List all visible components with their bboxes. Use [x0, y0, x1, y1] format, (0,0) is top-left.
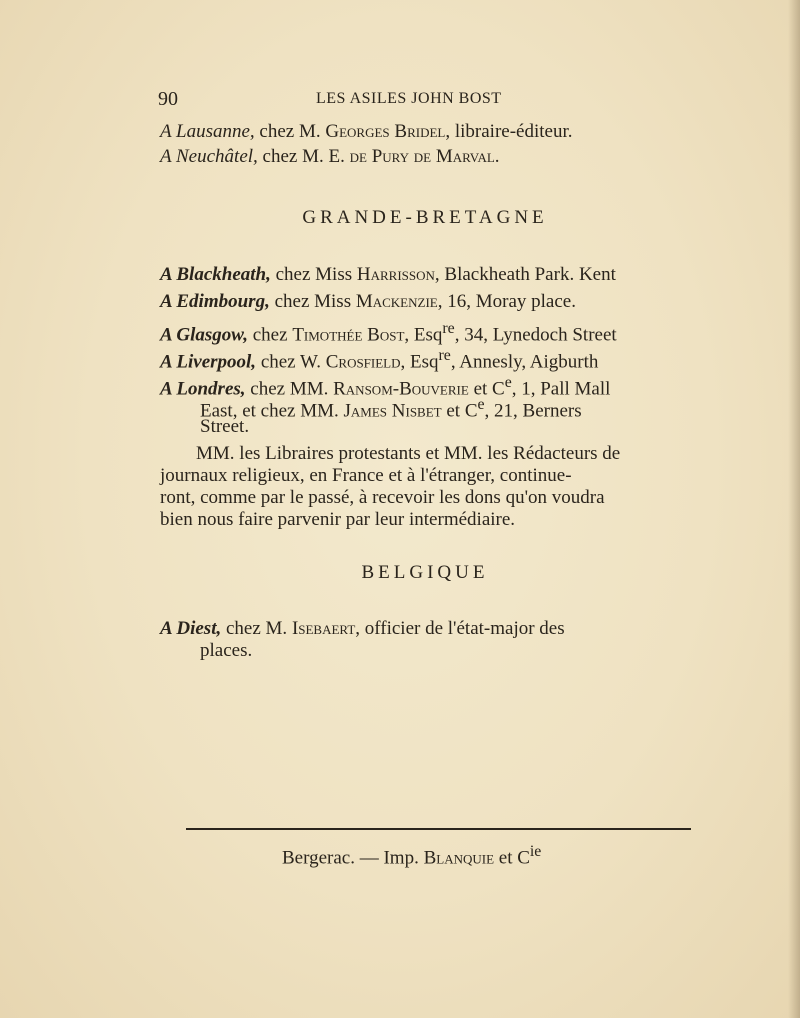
entry-name: Timothée Bost: [292, 324, 405, 346]
entry-place: A Diest,: [160, 618, 222, 639]
entry-place: A Neuchâtel,: [160, 146, 258, 167]
entry-name: Crosfield: [325, 351, 401, 373]
page-header: [158, 88, 698, 112]
entry-place: A Glasgow,: [160, 324, 248, 346]
entry-place: A Edimbourg,: [160, 291, 270, 312]
entry-london: A Londres, chez MM. Ransom-Bouverie et Ce, 1, Pall Mall: [160, 374, 611, 400]
entry-glasgow: A Glasgow, chez Timothée Bost, Esq$^{re}$, 34, Lynedoch Street: [160, 320, 617, 346]
entry-name: Harrisson: [356, 264, 435, 285]
paragraph-line: MM. les Libraires protestants et MM. les Rédacteurs de: [196, 443, 621, 464]
entry-name: Isebaert: [291, 618, 356, 639]
entry-blackheath: A Blackheath, chez Miss Harrisson, Blackheath Park. Kent: [160, 264, 616, 285]
section-title-great-britain: GRANDE-BRETAGNE: [302, 207, 548, 228]
paragraph-line: bien nous faire parvenir par leur intermédiaire.: [160, 509, 516, 530]
paragraph-line: journaux religieux, en France et à l'étranger, continue-: [160, 465, 572, 486]
entry-place: A Lausanne,: [160, 121, 255, 142]
entry-place: A Londres,: [160, 378, 246, 400]
printer-name: Blanquie: [423, 847, 495, 869]
entry-london-continuation: East, et chez MM. James Nisbet et Ce, 21, Berners: [200, 396, 582, 422]
entry-diest-continuation: places.: [200, 640, 253, 661]
entry-name: Georges Bridel: [325, 121, 446, 142]
running-title: LES ASILES JOHN BOST: [316, 90, 502, 107]
entry-neuchatel: A Neuchâtel, chez M. E. de Pury de Marval.: [160, 146, 500, 167]
entry-diest: A Diest, chez M. Isebaert, officier de l'état-major des: [160, 618, 565, 639]
entry-lausanne: A Lausanne, chez M. Georges Bridel, libraire-éditeur.: [160, 121, 573, 142]
entry-place: A Liverpool,: [160, 351, 257, 373]
entry-liverpool: A Liverpool, chez W. Crosfield, Esq$^{re}$, Annesly, Aigburth: [160, 347, 599, 373]
entry-london-line3: Street.: [200, 416, 250, 437]
imprint-line: Bergerac. — Imp. Blanquie et $C^{ie}$: [282, 843, 542, 869]
imprint-rule: [186, 828, 691, 830]
entry-name: Ransom-Bouverie: [333, 378, 469, 400]
paragraph-line: ront, comme par le passé, à recevoir les dons qu'on voudra: [160, 487, 605, 508]
page-number: 90: [158, 88, 178, 110]
page-edge-shadow: [788, 0, 800, 1018]
entry-name: de Pury de Marval: [349, 146, 495, 167]
entry-name: James Nisbet: [343, 400, 442, 422]
entry-edinburgh: A Edimbourg, chez Miss Mackenzie, 16, Moray place.: [160, 291, 576, 312]
entry-name: Mackenzie: [355, 291, 438, 312]
entry-place: A Blackheath,: [160, 264, 271, 285]
section-title-belgium: BELGIQUE: [361, 562, 489, 583]
